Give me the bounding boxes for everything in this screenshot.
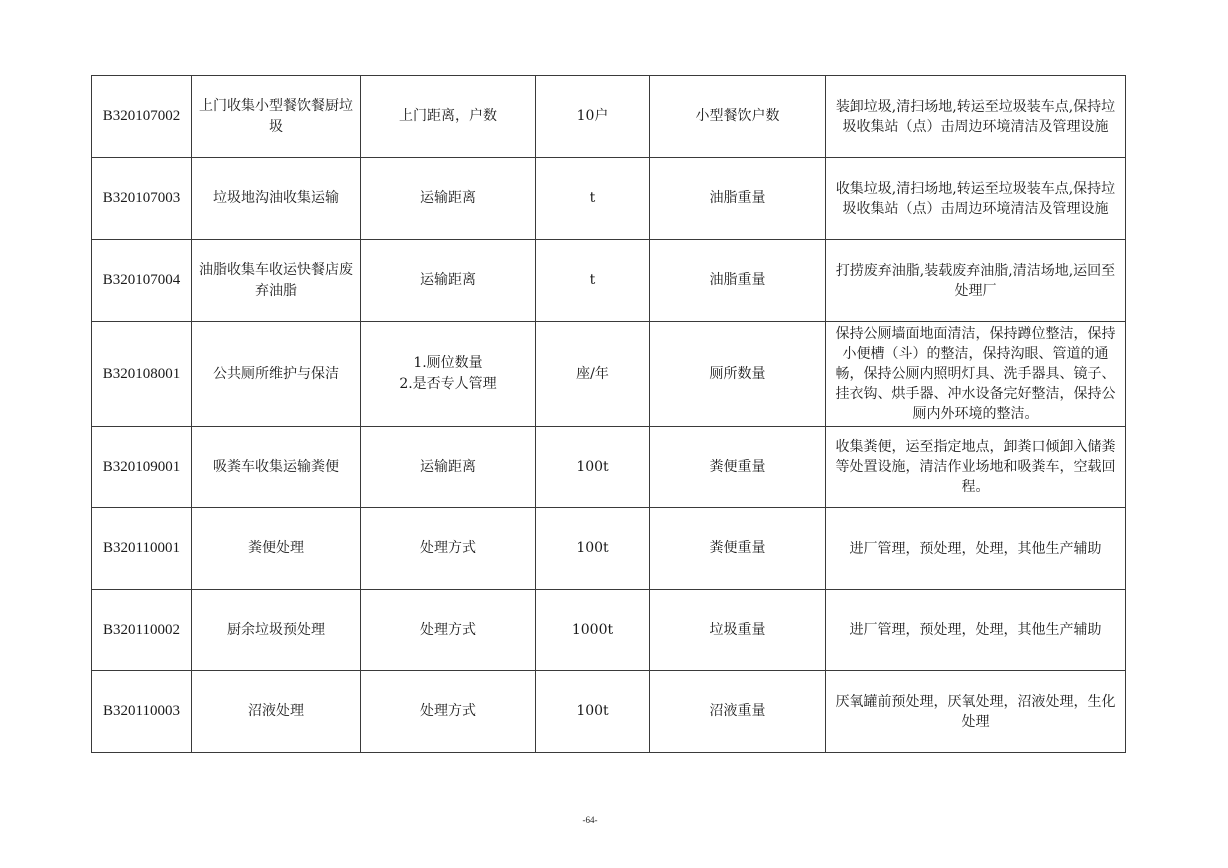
item-factors: 处理方式 (361, 508, 536, 590)
item-code: B320107002 (92, 76, 192, 158)
table-row (92, 671, 1126, 753)
item-content: 保持公厕墙面地面清洁，保持蹲位整洁，保持小便槽（斗）的整洁，保持沟眼、管道的通畅，保持公厕内照明灯具、洗手器具、镜子、挂衣钩、烘手器、冲水设备完好整洁，保持公厕内外环境的整洁。 (826, 322, 1126, 427)
item-code: B320110003 (92, 671, 192, 753)
item-content: 进厂管理，预处理，处理，其他生产辅助 (826, 590, 1126, 671)
page-number: -64- (582, 815, 598, 825)
item-unit: t (536, 240, 650, 322)
item-factors: 处理方式 (361, 590, 536, 671)
item-name: 公共厕所维护与保洁 (192, 322, 361, 427)
item-code: B320109001 (92, 427, 192, 508)
item-content: 打捞废弃油脂,装载废弃油脂,清洁场地,运回至处理厂 (826, 240, 1126, 322)
table-row (92, 427, 1126, 508)
item-basis: 垃圾重量 (650, 590, 826, 671)
item-name: 垃圾地沟油收集运输 (192, 158, 361, 240)
item-name: 油脂收集车收运快餐店废弃油脂 (192, 240, 361, 322)
item-unit: 100t (536, 671, 650, 753)
item-factors: 运输距离 (361, 158, 536, 240)
item-name: 上门收集小型餐饮餐厨垃圾 (192, 76, 361, 158)
factor-line: 1.厕位数量 (413, 355, 483, 371)
item-code: B320108001 (92, 322, 192, 427)
item-content: 进厂管理，预处理，处理，其他生产辅助 (826, 508, 1126, 590)
table-row (92, 240, 1126, 322)
item-content: 收集粪便，运至指定地点，卸粪口倾卸入储粪等处置设施，清洁作业场地和吸粪车，空载回程。 (826, 427, 1126, 508)
item-factors: 处理方式 (361, 671, 536, 753)
item-basis: 油脂重量 (650, 158, 826, 240)
item-basis: 厕所数量 (650, 322, 826, 427)
item-code: B320110002 (92, 590, 192, 671)
item-name: 厨余垃圾预处理 (192, 590, 361, 671)
table-row (92, 158, 1126, 240)
table-row (92, 590, 1126, 671)
item-content: 装卸垃圾,清扫场地,转运至垃圾装车点,保持垃圾收集站（点）击周边环境清洁及管理设施 (826, 76, 1126, 158)
item-factors: 运输距离 (361, 427, 536, 508)
item-unit: 座/年 (536, 322, 650, 427)
item-code: B320107004 (92, 240, 192, 322)
item-name: 沼液处理 (192, 671, 361, 753)
item-name: 吸粪车收集运输粪便 (192, 427, 361, 508)
item-content: 收集垃圾,清扫场地,转运至垃圾装车点,保持垃圾收集站（点）击周边环境清洁及管理设施 (826, 158, 1126, 240)
item-factors: 上门距离，户数 (361, 76, 536, 158)
item-code: B320107003 (92, 158, 192, 240)
table-row (92, 322, 1126, 427)
item-code: B320110001 (92, 508, 192, 590)
service-items-table (91, 75, 1126, 753)
table-row (92, 508, 1126, 590)
item-unit: 100t (536, 427, 650, 508)
item-basis: 沼液重量 (650, 671, 826, 753)
item-basis: 粪便重量 (650, 427, 826, 508)
item-basis: 粪便重量 (650, 508, 826, 590)
factor-line: 2.是否专人管理 (399, 376, 497, 392)
item-unit: t (536, 158, 650, 240)
table-row (92, 76, 1126, 158)
item-basis: 小型餐饮户数 (650, 76, 826, 158)
item-factors (361, 322, 536, 427)
item-unit: 100t (536, 508, 650, 590)
item-content: 厌氧罐前预处理，厌氧处理，沼液处理，生化处理 (826, 671, 1126, 753)
item-name: 粪便处理 (192, 508, 361, 590)
item-factors: 运输距离 (361, 240, 536, 322)
item-basis: 油脂重量 (650, 240, 826, 322)
item-unit: 1000t (536, 590, 650, 671)
item-unit: 10户 (536, 76, 650, 158)
